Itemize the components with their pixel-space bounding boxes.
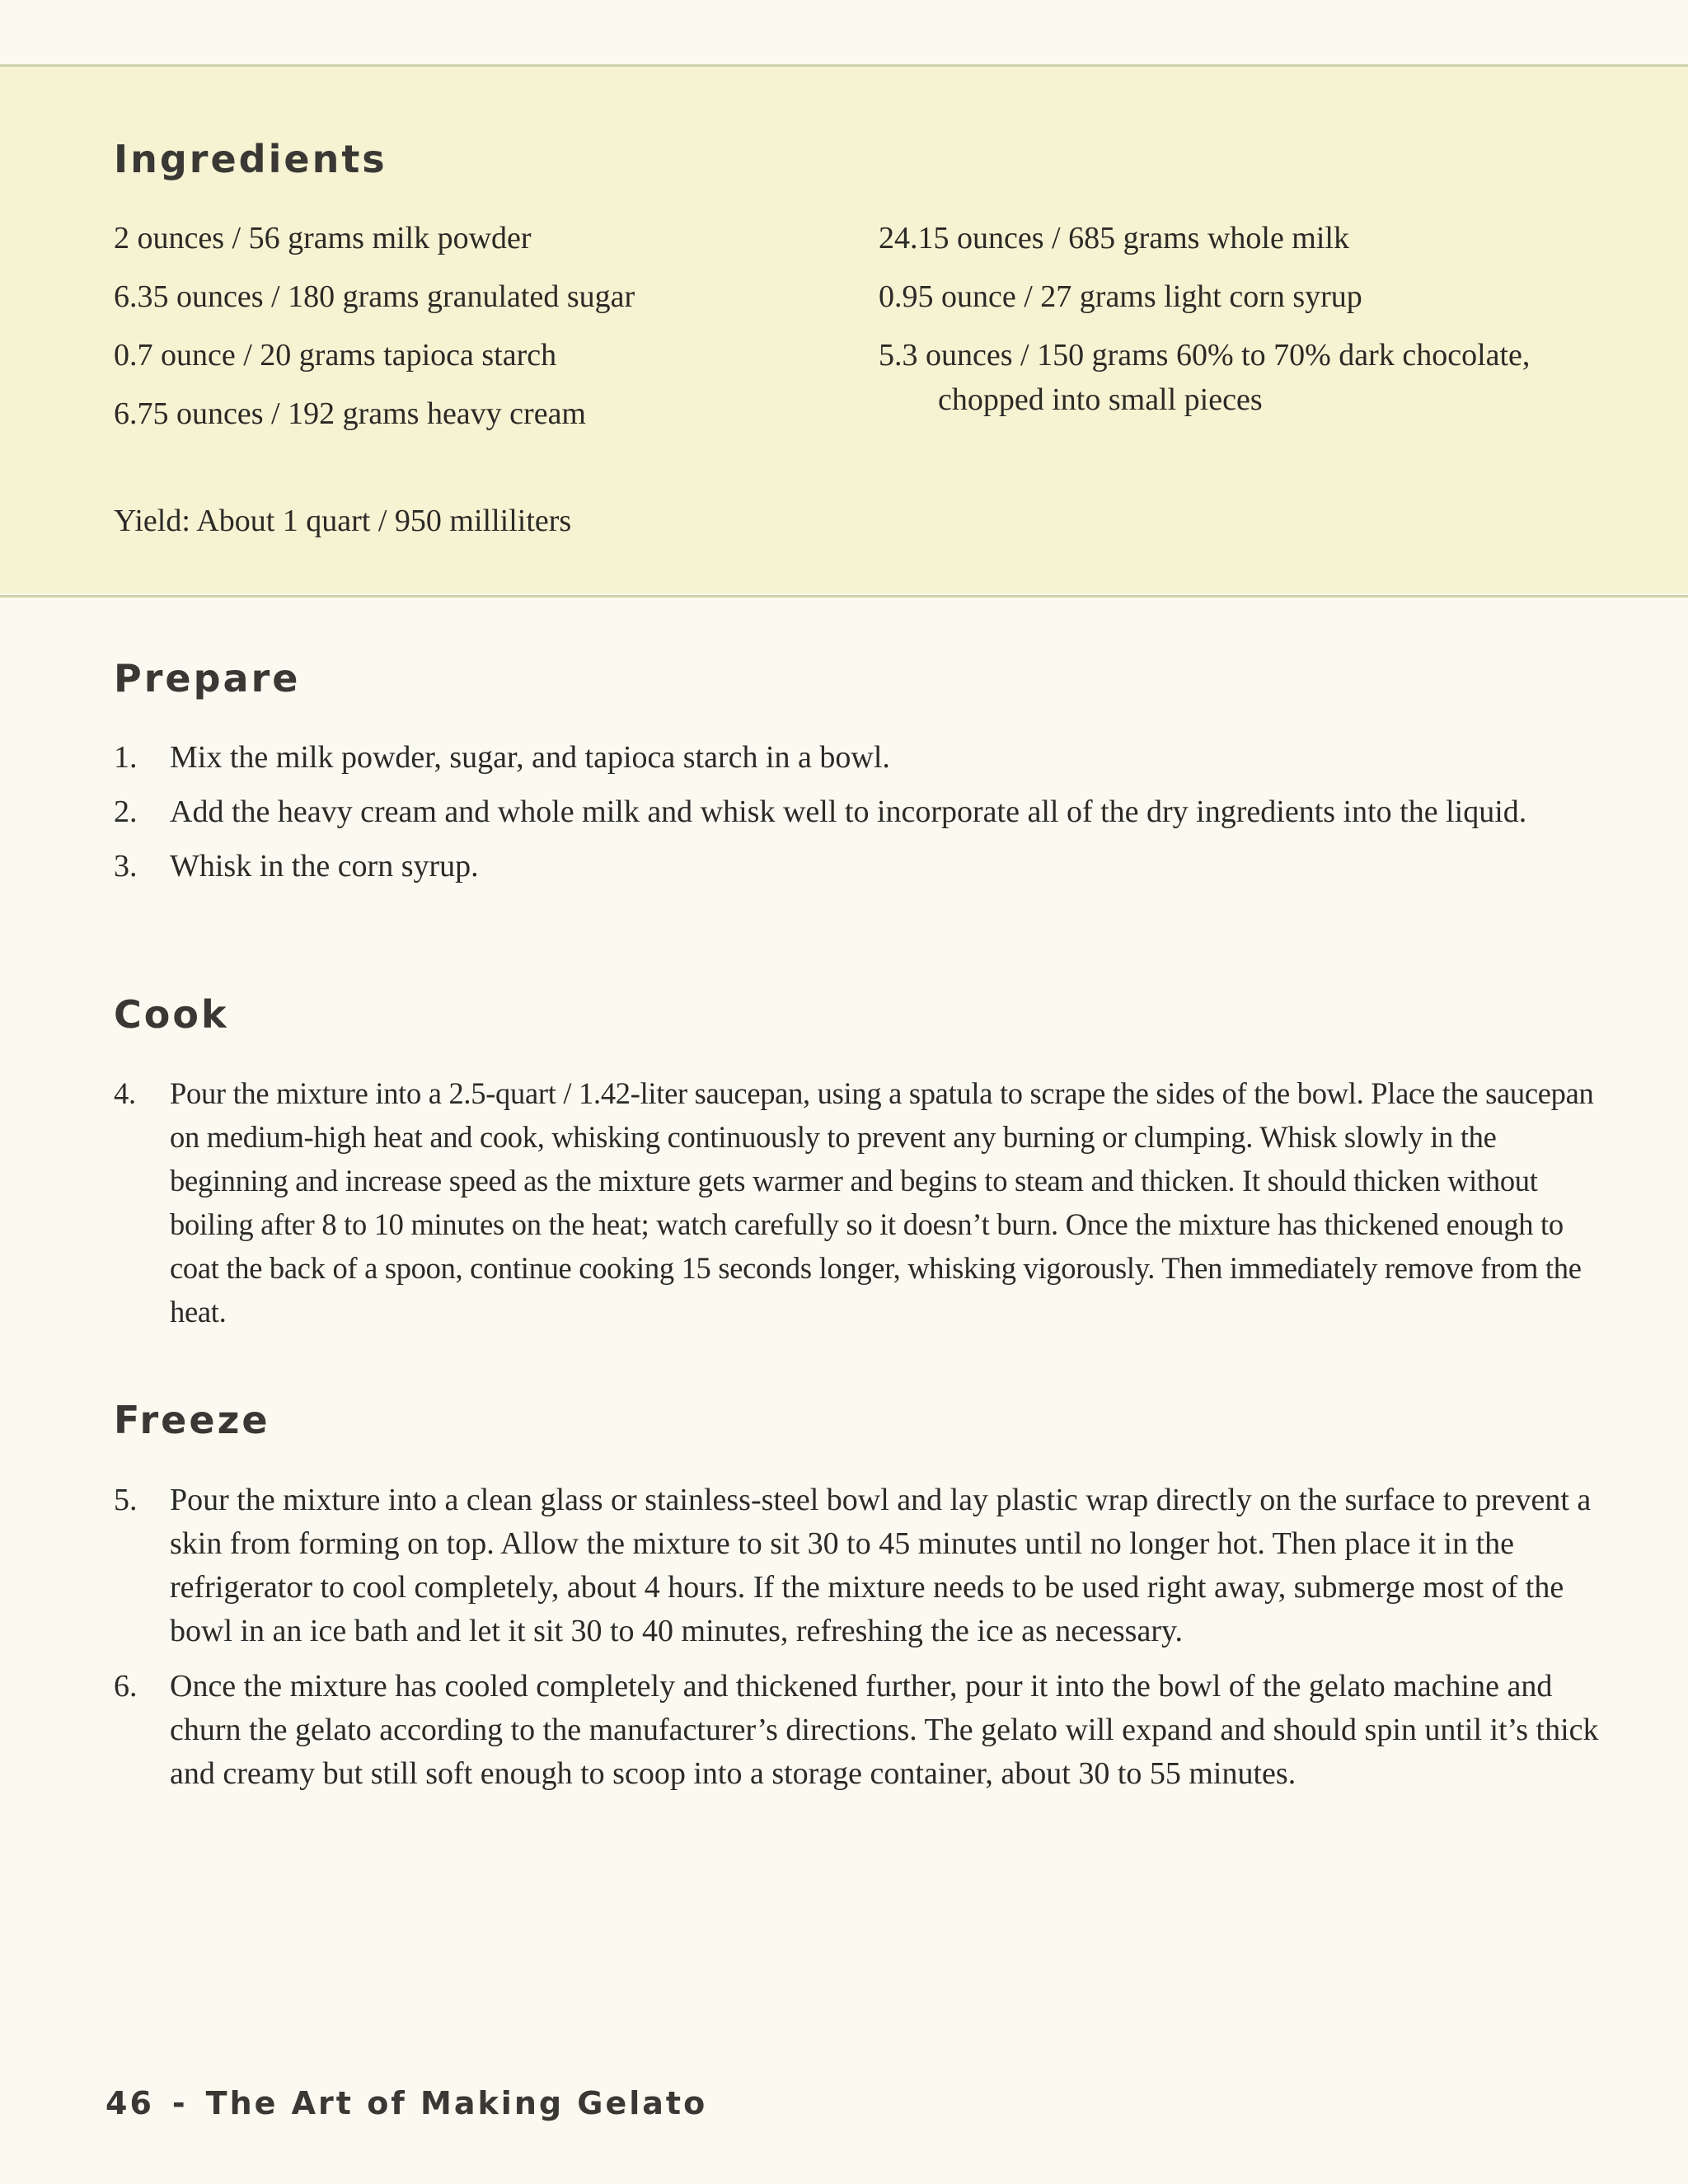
page-footer — [106, 2085, 707, 2121]
step-text: Pour the mixture into a clean glass or stainless-steel bowl and lay plastic wrap directly on the surface to prevent a skin from forming on top. Allow the mixture to sit 30 to 45 minutes until no longer hot. Then place it in the refrigerator to cool completely, about 4 hours. If the mixture needs to be used right away, submerge most of the bowl in an ice bath and let it sit 30 to 40 minutes, refreshing the ice as necessary. — [170, 1483, 1592, 1648]
ingredient-item: 2 ounces / 56 grams milk powder — [114, 221, 532, 255]
page-number: 46 — [106, 2085, 154, 2121]
step-text: Whisk in the corn syrup. — [170, 849, 479, 883]
ingredient-item: 24.15 ounces / 685 grams whole milk — [879, 221, 1349, 255]
ingredient-item: 0.7 ounce / 20 grams tapioca starch — [114, 338, 557, 373]
footer-separator: - — [171, 2085, 188, 2121]
step-number: 6. — [114, 1669, 138, 1704]
ingredient-item: 6.35 ounces / 180 grams granulated sugar — [114, 279, 635, 314]
step-item — [114, 736, 1614, 779]
step-text: Add the heavy cream and whole milk and whisk well to incorporate all of the dry ingredients into the liquid. — [170, 794, 1527, 829]
bottom-divider — [0, 595, 1688, 598]
freeze-steps — [114, 1479, 1614, 1807]
cook-steps — [114, 1071, 1614, 1345]
step-text: Pour the mixture into a 2.5-quart / 1.42-liter saucepan, using a spatula to scrape the sides of the bowl. Place the saucepan on medium-high heat and cook, whisking continuously to prevent any burning or clumping. Whisk slowly in the beginning and increase speed as the mixture gets warmer and begins to steam and thicken. It should thicken without boiling after 8 to 10 minutes on the heat; watch carefully so it doesn’t burn. Once the mixture has thickened enough to coat the back of a spoon, continue cooking 15 seconds longer, whisking vigorously. Then immediately remove from the heat. — [170, 1076, 1594, 1329]
step-item — [114, 1071, 1614, 1333]
step-number: 3. — [114, 849, 138, 883]
step-item — [114, 1479, 1614, 1653]
ingredient-item: 6.75 ounces / 192 grams heavy cream — [114, 396, 586, 431]
step-text: Mix the milk powder, sugar, and tapioca starch in a bowl. — [170, 740, 890, 775]
yield-text: Yield: About 1 quart / 950 milliliters — [114, 504, 572, 538]
book-title: The Art of Making Gelato — [205, 2085, 708, 2121]
step-item — [114, 1665, 1614, 1796]
ingredient-item: 0.95 ounce / 27 grams light corn syrup — [879, 279, 1362, 314]
cook-heading: Cook — [114, 992, 229, 1037]
freeze-heading: Freeze — [114, 1398, 270, 1442]
ingredients-list-left — [114, 216, 839, 450]
step-number: 5. — [114, 1483, 138, 1517]
prepare-heading: Prepare — [114, 656, 301, 701]
ingredients-heading: Ingredients — [114, 137, 387, 181]
step-number: 1. — [114, 740, 138, 775]
top-divider — [0, 64, 1688, 67]
step-item — [114, 790, 1614, 833]
prepare-steps — [114, 736, 1614, 899]
ingredients-list-right — [879, 216, 1620, 436]
step-number: 2. — [114, 794, 138, 829]
step-item — [114, 845, 1614, 888]
ingredient-item: 5.3 ounces / 150 grams 60% to 70% dark chocolate, chopped into small pieces — [879, 338, 1531, 417]
step-number: 4. — [114, 1076, 136, 1110]
step-text: Once the mixture has cooled completely and thickened further, pour it into the bowl of the gelato machine and churn the gelato according to the manufacturer’s directions. The gelato will expand and should spin until it’s thick and creamy but still soft enough to scoop into a storage container, about 30 to 55 minutes. — [170, 1669, 1599, 1791]
